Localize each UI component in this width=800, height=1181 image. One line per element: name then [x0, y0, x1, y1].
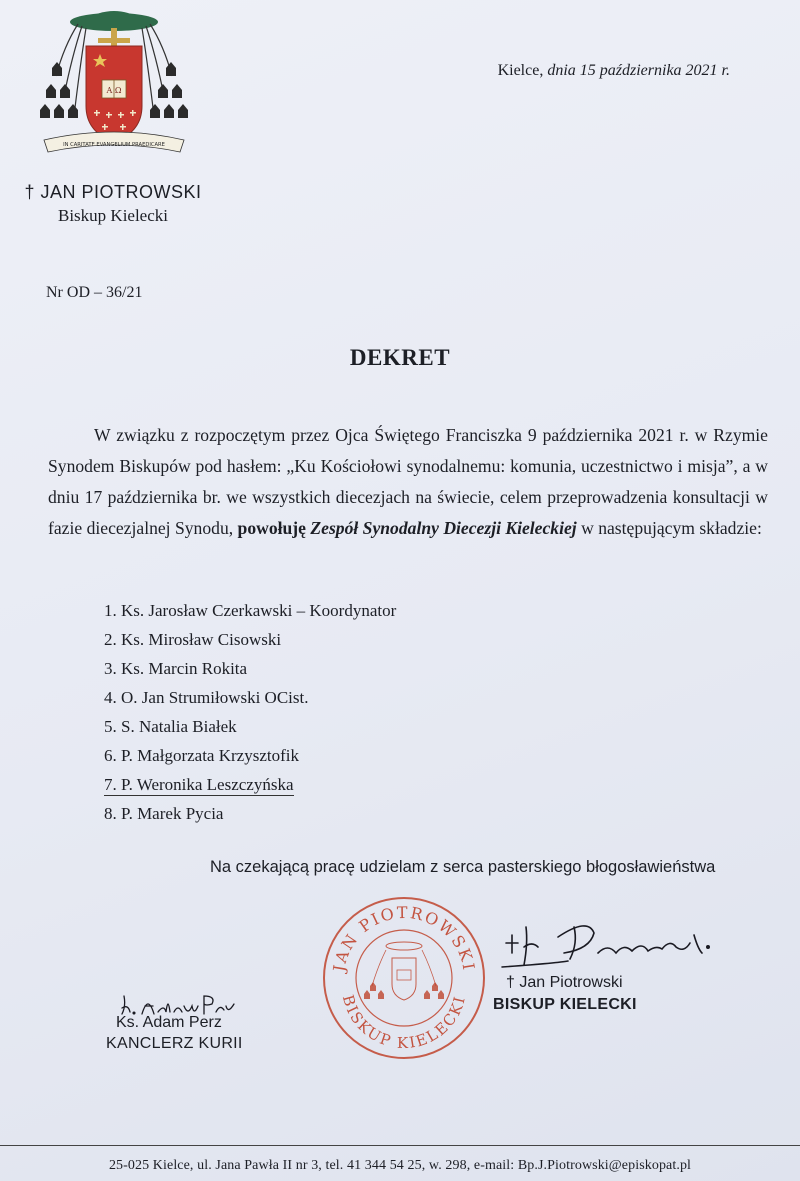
member-list	[104, 596, 396, 828]
svg-text:JAN PIOTROWSKI	[329, 903, 479, 975]
list-item: 5. S. Natalia Białek	[104, 717, 237, 736]
svg-text:Α Ω: Α Ω	[106, 86, 122, 95]
coat-of-arms-icon	[34, 6, 194, 171]
bishop-title: Biskup Kielecki	[57, 206, 168, 225]
list-item: 7. P. Weronika Leszczyńska	[104, 775, 294, 794]
body-bold-verb: powołuję	[237, 518, 306, 538]
reference-number: Nr OD – 36/21	[46, 284, 143, 301]
seal-bottom-text: BISKUP KIELECKI	[338, 992, 470, 1053]
list-item: 6. P. Małgorzata Krzysztofik	[104, 746, 299, 765]
chancellor-title: KANCLERZ KURII	[106, 1035, 243, 1052]
decree-body	[48, 420, 768, 544]
place-date	[440, 62, 730, 80]
bishop-handwritten-signature	[498, 913, 728, 975]
seal-stamp-icon	[320, 894, 488, 1062]
svg-text:IN CARITATE EVANGELIUM PRAEDIC: IN CARITATE EVANGELIUM PRAEDICARE	[63, 142, 165, 148]
seal-top-text: JAN PIOTROWSKI	[329, 902, 479, 973]
bishop-signature-name: † Jan Piotrowski	[506, 974, 623, 991]
chancellor-name: Ks. Adam Perz	[116, 1014, 222, 1031]
team-name: Zespół Synodalny Diecezji Kieleckiej	[310, 518, 577, 538]
bishop-signature-title: BISKUP KIELECKI	[493, 996, 637, 1013]
list-item: 3. Ks. Marcin Rokita	[104, 659, 248, 678]
bishop-name: † JAN PIOTROWSKI	[24, 182, 202, 202]
body-text-part2: w następującym składzie:	[581, 518, 762, 538]
footer-divider	[0, 1145, 800, 1146]
list-item: 8. P. Marek Pycia	[104, 804, 224, 823]
place: Kielce,	[497, 62, 544, 79]
document-heading: DEKRET	[349, 345, 451, 370]
body-text-part1: W związku z rozpoczętym przez Ojca Świętego Franciszka 9 października 2021 r. w Rzymie Synodem Biskupów pod hasłem: „Ku Kościołowi synodalnemu: komunia, uczestnictwo i misja”, a w dniu 17 października br. we wszystkich diecezjach na świecie, celem przeprowadzenia konsultacji w fazie diecezjalnej Synodu,	[48, 425, 768, 538]
date: dnia 15 października 2021 r.	[547, 62, 730, 79]
footer-address: 25-025 Kielce, ul. Jana Pawła II nr 3, tel. 41 344 54 25, w. 298, e-mail: Bp.J.Piotrowski@episkopat.pl	[108, 1158, 692, 1173]
blessing-text: Na czekającą pracę udzielam z serca pasterskiego błogosławieństwa	[210, 858, 716, 876]
list-item: 1. Ks. Jarosław Czerkawski – Koordynator	[104, 601, 397, 620]
list-item: 2. Ks. Mirosław Cisowski	[104, 630, 282, 649]
list-item: 4. O. Jan Strumiłowski OCist.	[104, 688, 309, 707]
